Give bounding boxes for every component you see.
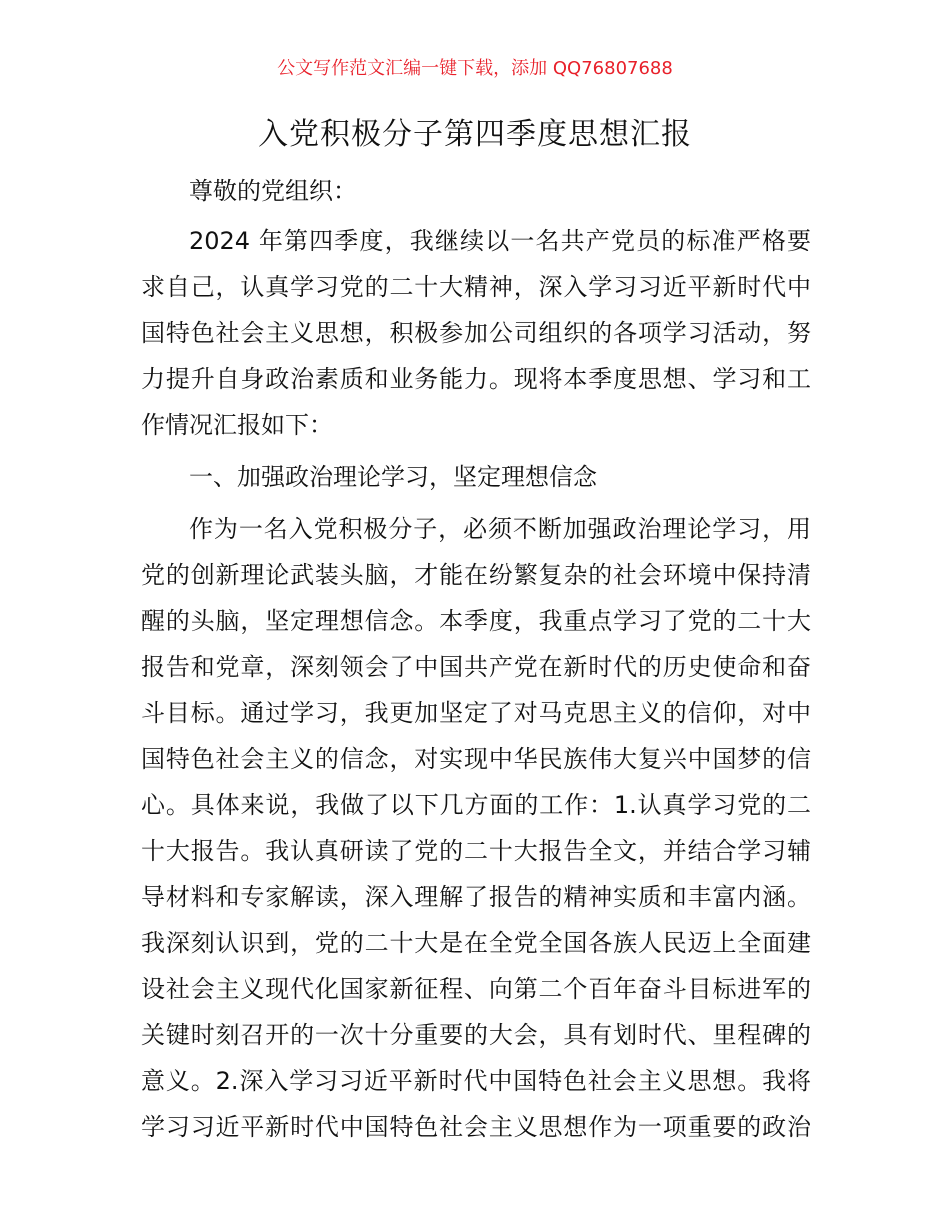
text-line: 心。具体来说，我做了以下几方面的工作：1.认真学习党的二 — [141, 791, 811, 819]
text-line: 党的创新理论武装头脑，才能在纷繁复杂的社会环境中保持清 — [141, 561, 811, 589]
document-title: 入党积极分子第四季度思想汇报 — [258, 117, 692, 152]
paragraph-theory-study — [141, 506, 811, 1150]
text-line: 意义。2.深入学习习近平新时代中国特色社会主义思想。我将 — [141, 1067, 811, 1095]
text-line: 导材料和专家解读，深入理解了报告的精神实质和丰富内涵。 — [141, 883, 811, 911]
text-line: 作为一名入党积极分子，必须不断加强政治理论学习，用 — [189, 515, 811, 543]
text-line: 关键时刻召开的一次十分重要的大会，具有划时代、里程碑的 — [141, 1021, 811, 1049]
text-line: 2024 年第四季度，我继续以一名共产党员的标准严格要 — [189, 227, 811, 255]
text-line: 十大报告。我认真研读了党的二十大报告全文，并结合学习辅 — [141, 837, 811, 865]
section-heading-1: 一、加强政治理论学习，坚定理想信念 — [189, 463, 597, 491]
text-line: 国特色社会主义思想，积极参加公司组织的各项学习活动，努 — [141, 319, 811, 347]
salutation: 尊敬的党组织： — [189, 177, 357, 205]
text-line: 求自己，认真学习党的二十大精神，深入学习习近平新时代中 — [141, 273, 811, 301]
text-line: 报告和党章，深刻领会了中国共产党在新时代的历史使命和奋 — [141, 653, 811, 681]
text-line: 力提升自身政治素质和业务能力。现将本季度思想、学习和工 — [141, 365, 811, 393]
text-line: 学习习近平新时代中国特色社会主义思想作为一项重要的政治 — [141, 1113, 811, 1141]
document-body — [141, 168, 811, 1156]
text-line: 国特色社会主义的信念，对实现中华民族伟大复兴中国梦的信 — [141, 745, 811, 773]
text-line: 作情况汇报如下： — [141, 411, 333, 439]
download-promo-note: 公文写作范文汇编一键下载，添加 QQ76807688 — [277, 58, 673, 79]
paragraph-intro — [141, 218, 811, 448]
text-line: 醒的头脑，坚定理想信念。本季度，我重点学习了党的二十大 — [141, 607, 811, 635]
text-line: 斗目标。通过学习，我更加坚定了对马克思主义的信仰，对中 — [141, 699, 811, 727]
text-line: 设社会主义现代化国家新征程、向第二个百年奋斗目标进军的 — [141, 975, 811, 1003]
text-line: 我深刻认识到，党的二十大是在全党全国各族人民迈上全面建 — [141, 929, 811, 957]
